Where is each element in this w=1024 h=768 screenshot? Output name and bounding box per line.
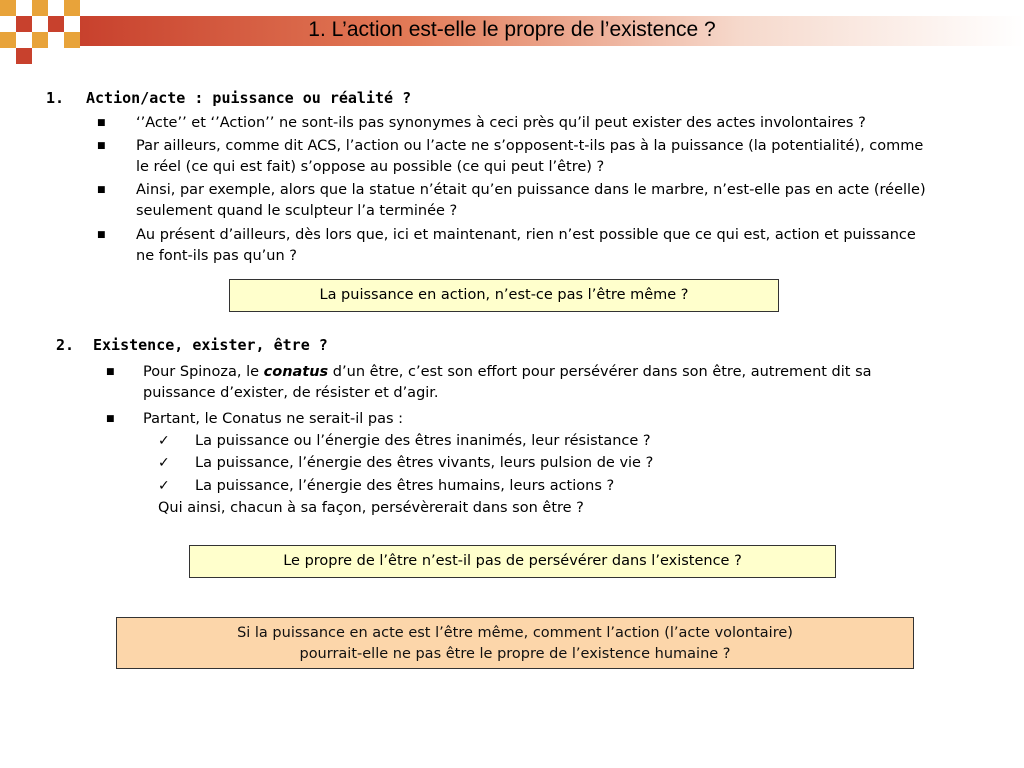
s1-bullet-1: ‘’Acte’’ et ‘’Action’’ ne sont-ils pas synonymes à ceci près qu’il peut exister des actes involontaires ? — [136, 115, 866, 131]
s1-bullet-4: Au présent d’ailleurs, dès lors que, ici et maintenant, rien n’est possible que ce qui est, action et puissance ne font-ils pas qu’un ? — [136, 227, 916, 264]
bullet-icon: ■ — [97, 118, 106, 128]
section1-heading — [46, 89, 411, 107]
decor-square — [32, 0, 48, 16]
s1-highlight-box: La puissance en action, n’est-ce pas l’être même ? — [229, 279, 779, 312]
s2-check-1: La puissance ou l’énergie des êtres inanimés, leur résistance ? — [195, 433, 651, 449]
s1-bullet-3: Ainsi, par exemple, alors que la statue n’était qu’en puissance dans le marbre, n’est-elle pas en acte (réelle) seulement quand le sculpteur l’a terminée ? — [136, 182, 926, 219]
section1-title: Action/acte : puissance ou réalité ? — [86, 89, 412, 107]
final-question-box: Si la puissance en acte est l’être même, comment l’action (l’acte volontaire) pourrait-elle ne pas être le propre de l’existence humaine ? — [116, 617, 914, 669]
bullet-icon: ■ — [106, 367, 115, 377]
bullet-icon: ■ — [97, 230, 106, 240]
s2-check-3: La puissance, l’énergie des êtres humains, leurs actions ? — [195, 478, 615, 494]
bullet-icon: ■ — [106, 414, 115, 424]
section2-heading — [56, 336, 328, 354]
s2-bullet-2: Partant, le Conatus ne serait-il pas : — [143, 411, 404, 427]
s2-check-2: La puissance, l’énergie des êtres vivants, leurs pulsion de vie ? — [195, 455, 654, 471]
section1-number: 1. — [46, 89, 65, 107]
decor-square — [0, 0, 16, 16]
section2-title: Existence, exister, être ? — [93, 336, 328, 354]
s2-bullet-1: Pour Spinoza, le conatus d’un être, c’est son effort pour persévérer dans son être, autrement dit sa puissance d’exister, de résister et d’agir. — [143, 364, 872, 401]
s2-conclusion: Qui ainsi, chacun à sa façon, persévèrerait dans son être ? — [158, 500, 584, 516]
page-title: 1. L’action est-elle le propre de l’existence ? — [308, 18, 716, 41]
checkmark-icon: ✓ — [158, 433, 170, 449]
checkmark-icon: ✓ — [158, 455, 170, 471]
bullet-icon: ■ — [97, 141, 106, 151]
decor-square — [16, 48, 32, 64]
s2-highlight-box: Le propre de l’être n’est-il pas de persévérer dans l’existence ? — [189, 545, 836, 578]
checkmark-icon: ✓ — [158, 478, 170, 494]
conatus-term: conatus — [263, 364, 329, 380]
bullet-icon: ■ — [97, 185, 106, 195]
s1-bullet-2: Par ailleurs, comme dit ACS, l’action ou l’acte ne s’opposent-t-ils pas à la puissance (la potentialité), comme le réel (ce qui est fait) s’oppose au possible (ce qui peut l’être) ? — [136, 138, 924, 175]
section2-number: 2. — [56, 336, 75, 354]
decor-square — [64, 0, 80, 16]
